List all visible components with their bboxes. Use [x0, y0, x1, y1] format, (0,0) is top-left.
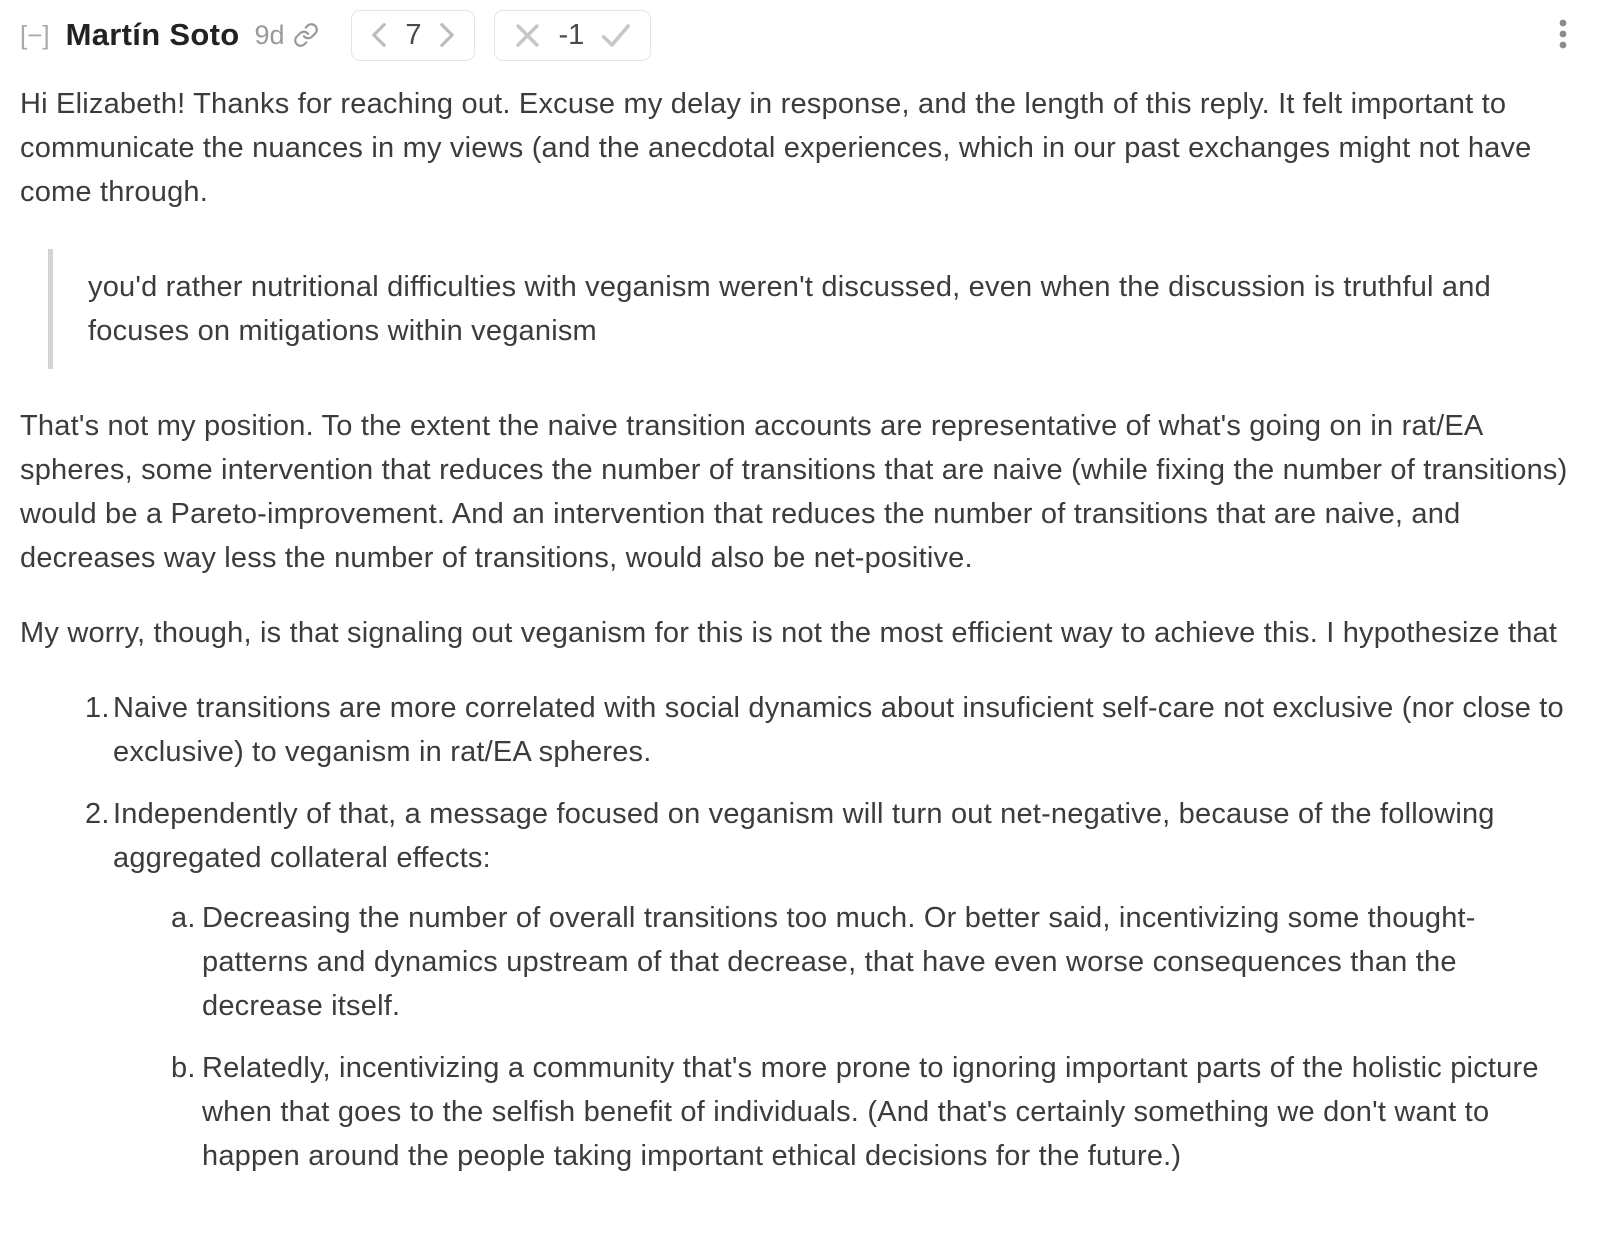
list-marker: 1.: [85, 692, 110, 724]
karma-score: 7: [405, 18, 422, 51]
permalink-chain-icon[interactable]: [293, 22, 319, 48]
karma-upvote-chevron-right-icon[interactable]: [439, 22, 455, 48]
author-name[interactable]: Martín Soto: [65, 17, 240, 52]
numbered-list: [85, 686, 1578, 1178]
comment-body: [20, 82, 1578, 1178]
list-item-2: [85, 792, 1578, 1178]
list-item-text: Decreasing the number of overall transitions too much. Or better said, incentivizing some thought-patterns and dynamics upstream of that decrease, that have even worse consequences than the decrease itself.: [202, 902, 1476, 1022]
agreement-vote-widget: [494, 10, 651, 61]
list-marker: 2.: [85, 798, 110, 830]
karma-vote-widget: [351, 10, 475, 61]
agreement-score: -1: [558, 18, 585, 51]
agree-check-icon[interactable]: [601, 23, 631, 48]
paragraph-1: Hi Elizabeth! Thanks for reaching out. Excuse my delay in response, and the length of this reply. It felt important to communicate the nuances in my views (and the anecdotal experiences, which in our past exchanges might not have come through.: [20, 88, 1532, 208]
list-marker: a.: [171, 902, 196, 934]
menu-kebab-icon[interactable]: [1556, 17, 1570, 53]
list-marker: b.: [171, 1052, 196, 1084]
list-item-1: [85, 686, 1578, 774]
list-item-text: Naive transitions are more correlated with social dynamics about insuficient self-care not exclusive (nor close to exclusive) to veganism in rat/EA spheres.: [113, 692, 1564, 768]
sublist-item-a: [171, 896, 1578, 1028]
comment-header: [20, 6, 1578, 64]
paragraph-3: My worry, though, is that signaling out veganism for this is not the most efficient way to achieve this. I hypothesize that: [20, 617, 1558, 649]
collapse-button[interactable]: [−]: [20, 19, 50, 50]
disagree-x-icon[interactable]: [514, 22, 541, 49]
paragraph-2: That's not my position. To the extent the naive transition accounts are representative of what's going on in rat/EA spheres, some intervention that reduces the number of transitions that are naive (while fixing the number of transitions) would be a Pareto-improvement. And an intervention that reduces the number of transitions that are naive, and decreases way less the number of transitions, would also be net-positive.: [20, 410, 1568, 574]
list-item-text: Relatedly, incentivizing a community that's more prone to ignoring important parts of the holistic picture when that goes to the selfish benefit of individuals. (And that's certainly something we don't want to happen around the people taking important ethical decisions for the future.): [202, 1052, 1539, 1172]
lettered-sublist: [171, 896, 1578, 1178]
sublist-item-b: [171, 1046, 1578, 1178]
list-item-text: Independently of that, a message focused on veganism will turn out net-negative, because of the following aggregated collateral effects:: [113, 798, 1495, 874]
blockquote: you'd rather nutritional difficulties with veganism weren't discussed, even when the discussion is truthful and focuses on mitigations within veganism: [48, 249, 1578, 369]
karma-downvote-chevron-left-icon[interactable]: [371, 22, 387, 48]
timestamp[interactable]: 9d: [254, 19, 285, 50]
